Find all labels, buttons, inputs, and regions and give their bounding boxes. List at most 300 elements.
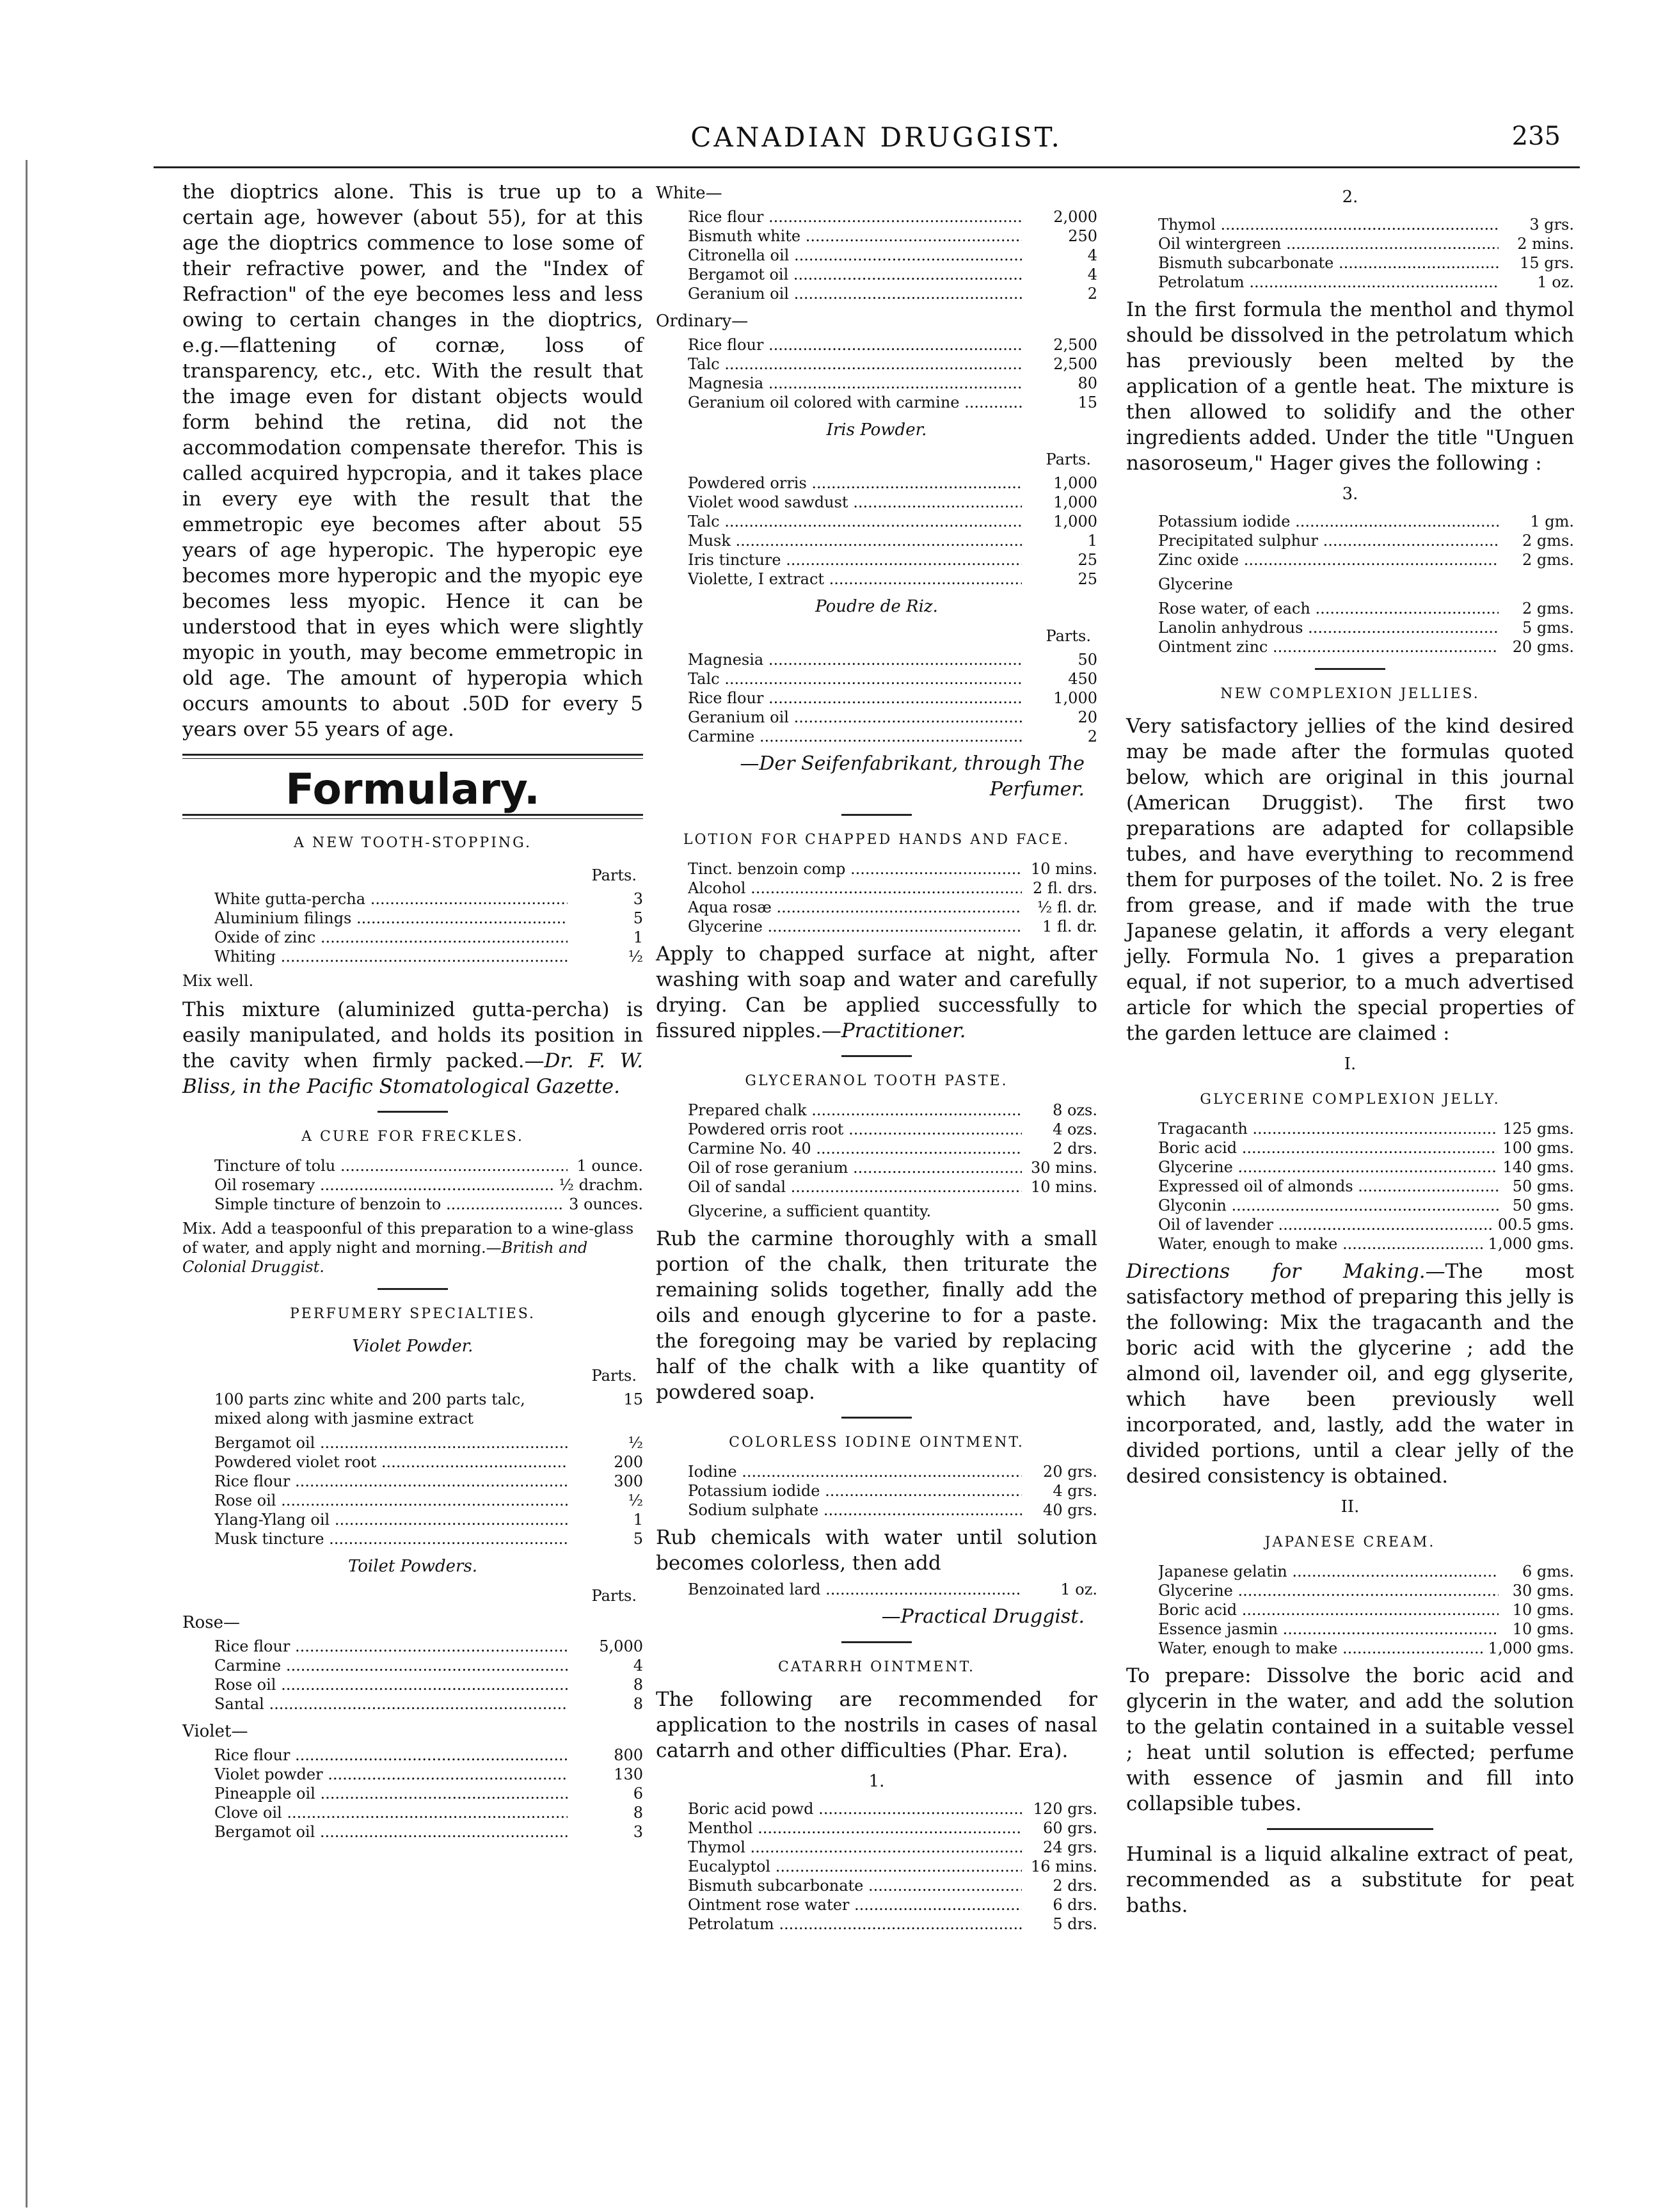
recipe-title-japanese-cream: JAPANESE CREAM. — [1264, 1534, 1436, 1550]
divider — [841, 1055, 912, 1057]
ingredient-row — [1158, 273, 1574, 292]
ingredient-value: ½ — [628, 1492, 643, 1509]
column-1 — [182, 179, 643, 1847]
ingredient-name: Iodine ..... — [688, 1462, 1022, 1481]
ingredient-name: Essence jasmin ..... — [1158, 1619, 1499, 1639]
ingredient-value: 8 — [633, 1804, 643, 1822]
ingredient-list — [1158, 1119, 1574, 1253]
ingredient-value: 5 gms. — [1522, 619, 1574, 637]
ingredient-value: 1 — [633, 1511, 643, 1529]
subtitle-toilet-powders: Toilet Powders. — [347, 1557, 478, 1576]
ingredient-name: Thymol ..... — [1158, 215, 1499, 234]
ingredient-name: Magnesia ..... — [688, 374, 1022, 393]
ingredient-row — [688, 493, 1097, 512]
ingredient-value: 1 — [633, 928, 643, 946]
ingredient-value: 8 — [633, 1695, 643, 1713]
ingredient-value: 4 ozs. — [1053, 1120, 1097, 1138]
group-label-rose: Rose— — [182, 1613, 240, 1632]
ingredient-value: 2 drs. — [1053, 1140, 1097, 1158]
ingredient-list — [214, 1156, 643, 1214]
ingredient-row — [214, 1195, 643, 1214]
ingredient-row — [214, 1175, 643, 1195]
ingredient-list — [214, 889, 643, 966]
ingredient-row — [688, 354, 1097, 374]
ingredient-row — [1158, 1639, 1574, 1658]
ingredient-name: Rice flour ..... — [214, 1472, 568, 1491]
parts-header: Parts. — [591, 866, 637, 884]
ingredient-value: 24 grs. — [1043, 1838, 1097, 1856]
ingredient-row — [1158, 531, 1574, 550]
ingredient-row — [214, 1803, 643, 1822]
ingredient-row — [688, 1158, 1097, 1177]
ingredient-row — [214, 1637, 643, 1656]
ingredient-value: 3 grs. — [1529, 216, 1574, 234]
recipe-title-glycerine-jelly: GLYCERINE COMPLEXION JELLY. — [1200, 1092, 1500, 1108]
ingredient-name: Glyconin ..... — [1158, 1196, 1499, 1215]
ingredient-value: 130 — [614, 1765, 643, 1783]
ingredient-row — [688, 531, 1097, 550]
column-3 — [1126, 179, 1574, 1922]
ingredient-value: 40 grs. — [1043, 1501, 1097, 1519]
ingredient-name: Boric acid powd ..... — [688, 1799, 1022, 1818]
ingredient-name: Ointment rose water ..... — [688, 1895, 1022, 1914]
page-header — [166, 115, 1586, 160]
ingredient-value: 20 gms. — [1512, 638, 1574, 656]
ingredient-list — [688, 1101, 1097, 1197]
group-label-violet: Violet— — [182, 1722, 248, 1741]
divider — [841, 1417, 912, 1419]
ingredient-name: Carmine No. 40 ..... — [688, 1139, 1022, 1158]
section-divider-2 — [182, 814, 643, 819]
ingredient-value: 50 — [1078, 651, 1097, 669]
ingredient-row — [1158, 1234, 1574, 1253]
ingredient-name: Glycerine ..... — [688, 917, 1022, 936]
note-text: Mix. Add a teaspoonful of this preparation to a wine-glass of water, and apply night and morning.— — [182, 1220, 634, 1257]
ingredient-value: 100 gms. — [1502, 1139, 1574, 1157]
mix-note: Mix well. — [182, 972, 254, 990]
ingredient-name: Ylang-Ylang oil ..... — [214, 1510, 568, 1529]
ingredient-row — [1158, 1581, 1574, 1600]
section-divider — [182, 754, 643, 759]
ingredient-name: Japanese gelatin ..... — [1158, 1562, 1499, 1581]
source-citation: British and Colonial Druggist. — [182, 1239, 588, 1276]
recipe-title-iodine: COLORLESS IODINE OINTMENT. — [729, 1435, 1024, 1451]
ingredient-name: Rice flour ..... — [688, 207, 1022, 227]
running-title: CANADIAN DRUGGIST. — [690, 122, 1062, 153]
ingredient-value: 5 drs. — [1053, 1915, 1097, 1933]
ingredient-name: Sodium sulphate ..... — [688, 1500, 1022, 1520]
ingredient-value: 2 gms. — [1522, 600, 1574, 617]
ingredient-row — [1158, 1177, 1574, 1196]
ingredient-value: 50 gms. — [1512, 1197, 1574, 1214]
ingredient-value: 3 — [633, 890, 643, 908]
ingredient-list — [688, 1462, 1097, 1520]
ingredient-row — [688, 227, 1097, 246]
ingredient-value: 6 gms. — [1522, 1563, 1574, 1580]
ingredient-value: 3 — [633, 1823, 643, 1841]
ingredient-value: 250 — [1068, 227, 1097, 245]
ingredient-value: 25 — [1078, 551, 1097, 569]
divider — [378, 1111, 448, 1113]
formula-number: I. — [1344, 1054, 1357, 1074]
ingredient-row — [688, 1500, 1097, 1520]
ingredient-name: Tincture of tolu ..... — [214, 1156, 568, 1175]
ingredient-row — [1158, 550, 1574, 569]
ingredient-value: 125 gms. — [1502, 1120, 1574, 1138]
intro-paragraph: the dioptrics alone. This is true up to a certain age, however (about 55), for at this age the dioptrics commence to lose some of their refractive power, and the "Index of Refraction" of the eye becomes less and less owing to certain changes in the dioptrics, e.g.—flattening of cornæ, loss of transparency, etc., etc. With the result that the image even for distant objects would form behind the retina, did not the accommodation compensate therefor. This is called acquired hypcropia, and it takes place in every eye with the result that the emmetropic eye becomes after about 55 years of age hyperopic. The hyperopic eye becomes more hyperopic and the myopic eye becomes less myopic. Hence it can be understood that in eyes which were slightly myopic in youth, may become emmetropic in old age. The amount of hyperopia which occurs amounts to about .50D for every 5 years over 55 years of age. — [182, 180, 643, 741]
ingredient-name: Oil of rose geranium ..... — [688, 1158, 1022, 1177]
ingredient-list — [1158, 599, 1574, 656]
ingredient-value: 6 — [633, 1785, 643, 1802]
ingredient-name: Oil of lavender ..... — [1158, 1215, 1493, 1234]
ingredient-value: 3 ounces. — [569, 1195, 643, 1213]
ingredient-value: 4 — [1087, 266, 1097, 283]
ingredient-value: 1 fl. dr. — [1042, 918, 1097, 935]
ingredient-row — [1158, 637, 1574, 656]
ingredient-row — [688, 1876, 1097, 1895]
ingredient-row — [214, 1433, 643, 1452]
ingredient-value: 300 — [614, 1472, 643, 1490]
ingredient-value: 1 oz. — [1537, 273, 1574, 291]
ingredient-value: 140 gms. — [1502, 1158, 1574, 1176]
ingredient-value: 80 — [1078, 374, 1097, 392]
body-paragraph: To prepare: Dissolve the boric acid and glycerin in the water, and add the solution to the gelatin contained in a suitable vessel ; heat until solution is effected; perfume with essence of jasmin and fill into collapsible tubes. — [1126, 1664, 1574, 1815]
ingredient-row — [688, 650, 1097, 669]
ingredient-row — [214, 1510, 643, 1529]
ingredient-value: 10 gms. — [1512, 1601, 1574, 1619]
ingredient-name: Oil wintergreen ..... — [1158, 234, 1499, 253]
ingredient-row — [688, 1462, 1097, 1481]
ingredient-name: Boric acid ..... — [1158, 1600, 1499, 1619]
ingredient-value: 2 — [1087, 728, 1097, 745]
ingredient-row — [688, 1101, 1097, 1120]
body-paragraph — [1126, 1259, 1574, 1489]
ingredient-row — [688, 569, 1097, 589]
ingredient-name: Glycerine ..... — [1158, 1581, 1499, 1600]
ingredient-row — [688, 1818, 1097, 1838]
ingredient-row — [214, 1765, 643, 1784]
ingredient-row — [688, 1799, 1097, 1818]
ingredient-row — [214, 1452, 643, 1472]
ingredient-row — [214, 1822, 643, 1842]
ingredient-name: Thymol ..... — [688, 1838, 1022, 1857]
ingredient-row — [688, 688, 1097, 708]
ingredient-value: 2 drs. — [1053, 1877, 1097, 1895]
ingredient-row — [688, 393, 1097, 412]
ingredient-value: 2 mins. — [1517, 235, 1574, 253]
ingredient-value: 2 gms. — [1522, 551, 1574, 569]
ingredient-name: Musk tincture ..... — [214, 1529, 568, 1548]
ingredient-row — [688, 879, 1097, 898]
ingredient-value: 5,000 — [599, 1637, 643, 1655]
ingredient-value: 1,000 — [1053, 689, 1097, 707]
ingredient-row — [214, 928, 643, 947]
ingredient-value: 15 grs. — [1520, 254, 1574, 272]
recipe-paragraph — [656, 941, 1097, 1044]
ingredient-name: Lanolin anhydrous ..... — [1158, 618, 1499, 637]
ingredient-value: 2,500 — [1053, 336, 1097, 354]
ingredient-name: Glycerine ..... — [1158, 1158, 1497, 1177]
ingredient-name: Geranium oil colored with carmine ..... — [688, 393, 1022, 412]
ingredient-value: 4 grs. — [1053, 1482, 1097, 1500]
ingredient-value: 1 gm. — [1530, 513, 1574, 530]
ingredient-value: 15 — [1078, 394, 1097, 411]
ingredient-row — [688, 284, 1097, 303]
ingredient-name: Tinct. benzoin comp ..... — [688, 859, 1022, 879]
ingredient-row — [214, 1746, 643, 1765]
ingredient-row — [688, 512, 1097, 531]
ingredient-name: Prepared chalk ..... — [688, 1101, 1022, 1120]
ingredient-name: Iris tincture ..... — [688, 550, 1022, 569]
ingredient-list — [214, 1637, 643, 1714]
ingredient-name: Carmine ..... — [214, 1656, 568, 1675]
ingredient-row — [688, 207, 1097, 227]
ingredient-name: Rose water, of each ..... — [1158, 599, 1499, 618]
ingredient-name: Alcohol ..... — [688, 879, 1022, 898]
ingredient-row — [688, 473, 1097, 493]
formula-number: 1. — [868, 1772, 885, 1791]
ingredient-name: Talc ..... — [688, 354, 1022, 374]
ingredient-row — [688, 1838, 1097, 1857]
ingredient-row — [688, 1895, 1097, 1914]
ingredient-value: 10 mins. — [1030, 860, 1097, 878]
ingredient-row — [688, 265, 1097, 284]
ingredient-value: 30 mins. — [1030, 1159, 1097, 1177]
ingredient-value: 20 — [1078, 708, 1097, 726]
ingredient-row — [214, 1784, 643, 1803]
ingredient-row — [214, 909, 643, 928]
divider — [841, 1641, 912, 1643]
ingredient-name: Petrolatum ..... — [1158, 273, 1499, 292]
recipe-title-tooth-stopping: A NEW TOOTH-STOPPING. — [294, 835, 532, 851]
ingredient-row — [214, 1694, 643, 1714]
group-label-ordinary: Ordinary— — [656, 312, 749, 331]
ingredient-row — [1158, 618, 1574, 637]
ingredient-row — [1158, 512, 1574, 531]
body-paragraph: Very satisfactory jellies of the kind desired may be made after the formulas quoted below, which are original in this journal (American Druggist). The first two preparations are adapted for collapsible tubes, and have everything to recommend them for purposes of the toilet. No. 2 is free from grease, and if made with the true Japanese gelatin, it affords a very elegant jelly. Formula No. 1 gives a preparation equal, if not superior, to a much advertised article for which the special properties of the garden lettuce are claimed : — [1126, 715, 1574, 1045]
ingredient-name: Clove oil ..... — [214, 1803, 568, 1822]
ingredient-row — [214, 1491, 643, 1510]
ingredient-name: Violet wood sawdust ..... — [688, 493, 1022, 512]
ingredient-name: Violette, I extract ..... — [688, 569, 1022, 589]
ingredient-value: 60 grs. — [1043, 1819, 1097, 1837]
ingredient-list — [688, 207, 1097, 303]
ingredient-value: 1 oz. — [1060, 1580, 1097, 1598]
ingredient-name: Bismuth subcarbonate ..... — [688, 1876, 1022, 1895]
ingredient-value: 00.5 gms. — [1497, 1216, 1574, 1234]
ingredient-name: Oil rosemary ..... — [214, 1175, 554, 1195]
ingredient-name: Water, enough to make ..... — [1158, 1234, 1483, 1253]
ingredient-name: Geranium oil ..... — [688, 708, 1022, 727]
ingredient-row — [1158, 253, 1574, 273]
ingredient-row — [688, 1139, 1097, 1158]
ingredient-list — [688, 859, 1097, 936]
source-citation: Practitioner. — [841, 1019, 966, 1042]
ingredient-row — [214, 1390, 643, 1428]
ingredient-name: Musk ..... — [688, 531, 1022, 550]
ingredient-name: Petrolatum ..... — [688, 1914, 1022, 1934]
ingredient-name: Rice flour ..... — [688, 335, 1022, 354]
recipe-title-lotion: LOTION FOR CHAPPED HANDS AND FACE. — [683, 832, 1070, 848]
recipe-title-catarrh: CATARRH OINTMENT. — [777, 1659, 976, 1675]
group-label-white: White— — [656, 184, 722, 203]
ingredient-list — [688, 473, 1097, 589]
ingredient-row — [688, 1120, 1097, 1139]
body-paragraph: Huminal is a liquid alkaline extract of peat, recommended as a substitute for peat baths. — [1126, 1843, 1574, 1917]
ingredient-list — [214, 1433, 643, 1548]
ingredient-row — [1158, 1196, 1574, 1215]
ingredient-value: 10 mins. — [1030, 1178, 1097, 1196]
ingredient-value: 8 — [633, 1676, 643, 1694]
subtitle-poudre-de-riz: Poudre de Riz. — [815, 597, 938, 616]
ingredient-list — [688, 1580, 1097, 1599]
ingredient-name: Powdered orris ..... — [688, 473, 1022, 493]
ingredient-row — [214, 889, 643, 909]
ingredient-row — [1158, 1562, 1574, 1581]
ingredient-value: 4 — [633, 1657, 643, 1675]
ingredient-name: Eucalyptol ..... — [688, 1857, 1022, 1876]
recipe-title-glyceranol: GLYCERANOL TOOTH PASTE. — [745, 1073, 1008, 1089]
ingredient-name: Pineapple oil ..... — [214, 1784, 568, 1803]
formula-number: II. — [1341, 1497, 1360, 1516]
ingredient-value: ½ — [628, 1434, 643, 1452]
ingredient-value: 8 ozs. — [1053, 1101, 1097, 1119]
ingredient-value: 2 fl. drs. — [1033, 879, 1097, 897]
ingredient-name: Bergamot oil ..... — [688, 265, 1022, 284]
subtitle-iris-powder: Iris Powder. — [826, 420, 927, 440]
recipe-title-perfumery: PERFUMERY SPECIALTIES. — [289, 1306, 536, 1322]
ingredient-row — [688, 246, 1097, 265]
ingredient-row — [688, 550, 1097, 569]
ingredient-value: 1,000 — [1053, 493, 1097, 511]
ingredient-name: Geranium oil ..... — [688, 284, 1022, 303]
formula-number: 3. — [1342, 484, 1358, 504]
divider — [378, 1288, 448, 1290]
ingredient-row — [688, 1857, 1097, 1876]
ingredient-list — [688, 335, 1097, 412]
ingredient-list — [1158, 512, 1574, 569]
ingredient-value: 2 gms. — [1522, 532, 1574, 550]
parts-header: Parts. — [1046, 450, 1091, 468]
ingredient-value: ½ fl. dr. — [1037, 898, 1097, 916]
ingredient-value: 1,000 gms. — [1488, 1235, 1574, 1253]
ingredient-value: 50 gms. — [1512, 1177, 1574, 1195]
ingredient-list — [1158, 1562, 1574, 1658]
ingredient-value: ½ drachm. — [559, 1176, 643, 1194]
recipe-text: Apply to chapped surface at night, after washing with soap and water and carefully drying. Can be applied successfully to fissured nipples.— — [656, 943, 1097, 1042]
ingredient-name: Bismuth white ..... — [688, 227, 1022, 246]
header-rule — [154, 166, 1580, 168]
ingredient-name: Rice flour ..... — [214, 1746, 568, 1765]
source-citation: —Practical Druggist. — [881, 1605, 1085, 1628]
ingredient-value: 1,000 gms. — [1488, 1639, 1574, 1657]
parts-header: Parts. — [591, 1587, 637, 1605]
ingredient-list — [688, 1799, 1097, 1934]
ingredient-value: 5 — [633, 909, 643, 927]
ingredient-name: Benzoinated lard ..... — [688, 1580, 1022, 1599]
ingredient-row — [214, 1675, 643, 1694]
ingredient-name: Expressed oil of almonds ..... — [1158, 1177, 1499, 1196]
ingredient-name: White gutta-percha ..... — [214, 889, 568, 909]
ingredient-row — [1158, 1138, 1574, 1158]
ingredient-row — [1158, 234, 1574, 253]
ingredient-name: Rose oil ..... — [214, 1675, 568, 1694]
ingredient-row — [214, 947, 643, 966]
ingredient-list — [1158, 215, 1574, 292]
ingredient-row — [214, 1472, 643, 1491]
subtitle-violet-powder: Violet Powder. — [352, 1337, 473, 1356]
ingredient-row — [688, 1481, 1097, 1500]
ingredient-value: 30 gms. — [1512, 1582, 1574, 1600]
ingredient-value: 1,000 — [1053, 474, 1097, 492]
page-number: 235 — [1511, 122, 1561, 151]
ingredient-name: Bismuth subcarbonate ..... — [1158, 253, 1499, 273]
column-2 — [656, 179, 1097, 1939]
ingredient-row — [1158, 1619, 1574, 1639]
ingredient-name: Menthol ..... — [688, 1818, 1022, 1838]
ingredient-row — [1158, 1119, 1574, 1138]
ingredient-name: Talc ..... — [688, 512, 1022, 531]
body-paragraph: In the first formula the menthol and thymol should be dissolved in the petrolatum which has previously been melted by the application of a gentle heat. The mixture is then allowed to solidify and the other ingredients added. Under the title "Unguen nasoroseum," Hager gives the following : — [1126, 298, 1574, 475]
ingredient-value: 4 — [1087, 246, 1097, 264]
ingredient-row — [688, 859, 1097, 879]
ingredient-value: 2 — [1087, 285, 1097, 303]
ingredient-name: Bergamot oil ..... — [214, 1822, 568, 1842]
ingredient-row — [214, 1156, 643, 1175]
ingredient-row — [688, 898, 1097, 917]
ingredient-name: Bergamot oil ..... — [214, 1433, 568, 1452]
ingredient-row — [688, 708, 1097, 727]
ingredient-value: 2,000 — [1053, 208, 1097, 226]
ingredient-name: Tragacanth ..... — [1158, 1119, 1497, 1138]
ingredient-value: ½ — [628, 948, 643, 966]
ingredient-value: 5 — [633, 1530, 643, 1548]
ingredient-name: Talc ..... — [688, 669, 1022, 688]
ingredient-row — [688, 727, 1097, 746]
directions-label: Directions for Making. — [1126, 1260, 1426, 1283]
ingredient-row — [214, 1529, 643, 1548]
ingredient-name: Boric acid ..... — [1158, 1138, 1497, 1158]
source-citation: Dr. F. W. Bliss, in the Pacific Stomatological Gazette. — [182, 1049, 643, 1098]
source-citation: —Der Seifenfabrikant, through The Perfumer. — [740, 752, 1085, 800]
ingredient-value: 10 gms. — [1512, 1620, 1574, 1638]
ingredient-name: Simple tincture of benzoin to ..... — [214, 1195, 564, 1214]
recipe-title-freckles: A CURE FOR FRECKLES. — [301, 1129, 524, 1145]
ingredient-list — [214, 1746, 643, 1842]
ingredient-label: Glycerine — [1158, 575, 1233, 593]
ingredient-list — [214, 1390, 643, 1428]
ingredient-name: Santal ..... — [214, 1694, 568, 1714]
ingredient-name: Magnesia ..... — [688, 650, 1022, 669]
ingredient-value: 800 — [614, 1746, 643, 1764]
ingredient-name: Citronella oil ..... — [688, 246, 1022, 265]
ingredient-row — [1158, 1215, 1574, 1234]
ingredient-value: 25 — [1078, 570, 1097, 588]
ingredient-row — [688, 917, 1097, 936]
ingredient-row — [1158, 1600, 1574, 1619]
ingredient-row — [1158, 599, 1574, 618]
ingredient-value: 16 mins. — [1030, 1858, 1097, 1875]
ingredient-row — [688, 669, 1097, 688]
ingredient-value: 450 — [1068, 670, 1097, 688]
ingredient-value: 200 — [614, 1453, 643, 1471]
ingredient-value: 2,500 — [1053, 355, 1097, 373]
section-title: Formulary. — [285, 765, 540, 814]
recipe-note — [182, 1219, 643, 1277]
ingredient-name: Potassium iodide ..... — [1158, 512, 1499, 531]
ingredient-name: Potassium iodide ..... — [688, 1481, 1022, 1500]
divider — [841, 814, 912, 816]
